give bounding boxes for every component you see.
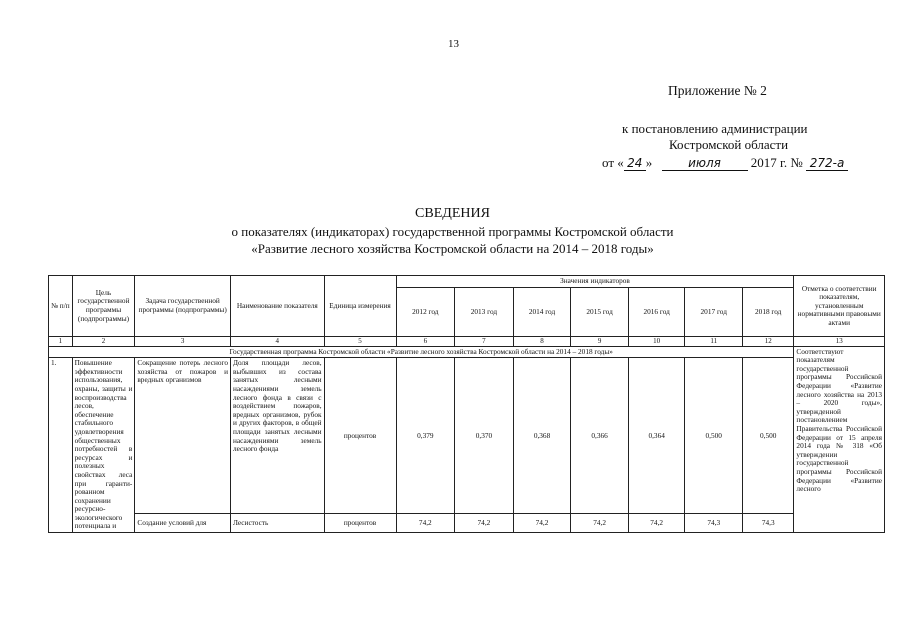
decree-line-1: к постановлению администрации (622, 121, 808, 136)
value-cell: 74,3 (743, 514, 794, 533)
indicator-cell: Доля площади лесов, выбывших из состава занятых лесными насаждениями земель лесного фонда в связи с воздействием пожаров, вредных организмов, рубок и других факторов, в общей площади занятых лесными насаждениями земель лесного фонда (230, 358, 324, 514)
value-cell: 74,2 (571, 514, 629, 533)
header-year: 2018 год (743, 288, 794, 337)
value-cell: 0,379 (396, 358, 455, 514)
header-note: Отметка о соответствии показателям, установленным нормативными правовыми актами (794, 276, 885, 337)
value-cell: 74,2 (513, 514, 571, 533)
header-task: Задача государственной программы (подпрограммы) (135, 276, 231, 337)
column-number: 1 (49, 337, 73, 347)
column-number: 12 (743, 337, 794, 347)
column-number: 9 (571, 337, 629, 347)
row-number: 1. (49, 358, 73, 533)
compliance-note: Соответствуют показателям государственной программы Российской Федерации «Развитие лесного хозяйства на 2013 – 2020 годы», утвержденной постановлением Правительства Российской Федерации от 15 апреля 2014 года № 318 «Об утверждении государственной программы Российской Федерации «Развитие лесного (794, 346, 885, 532)
indicators-table (48, 275, 885, 533)
value-cell: 74,2 (396, 514, 455, 533)
column-number: 7 (455, 337, 514, 347)
column-number: 8 (513, 337, 571, 347)
program-name: «Развитие лесного хозяйства Костромской области на 2014 – 2018 годы» (251, 241, 654, 256)
page-number: 13 (448, 38, 459, 50)
document-heading: СВЕДЕНИЯ (415, 206, 490, 221)
value-cell: 0,500 (685, 358, 743, 514)
column-number: 4 (230, 337, 324, 347)
table-row (49, 358, 885, 514)
header-year: 2013 год (455, 288, 514, 337)
value-cell: 74,3 (685, 514, 743, 533)
header-unit: Единица измерения (324, 276, 396, 337)
decree-quote: » (645, 155, 653, 170)
goal-cell: Повышение эффективности использования, охраны, защиты и воспроизводства лесов, обеспечение стабильного удовлетворения общественных потребностей в ресурсах и полезных свойствах леса при гаранти-рованном сохранении ресурсно-экологического потенциала и (72, 358, 135, 533)
header-values-group: Значения индикаторов (396, 276, 794, 288)
column-number: 11 (685, 337, 743, 347)
column-number: 3 (135, 337, 231, 347)
header-year: 2017 год (685, 288, 743, 337)
value-cell: 74,2 (455, 514, 514, 533)
decree-number: 272-а (806, 157, 848, 171)
value-cell: 0,366 (571, 358, 629, 514)
decree-month: июля (662, 157, 748, 171)
header-indicator: Наименование показателя (230, 276, 324, 337)
header-year: 2015 год (571, 288, 629, 337)
unit-cell: процентов (324, 514, 396, 533)
column-number: 2 (72, 337, 135, 347)
unit-cell: процентов (324, 358, 396, 514)
header-year: 2012 год (396, 288, 455, 337)
value-cell: 0,500 (743, 358, 794, 514)
value-cell: 0,370 (455, 358, 514, 514)
header-num: № п/п (49, 276, 73, 337)
decree-day: 24 (624, 157, 646, 171)
value-cell: 74,2 (628, 514, 685, 533)
task-cell: Создание условий для (135, 514, 231, 533)
document-subtitle: о показателях (индикаторах) государственной программы Костромской области (231, 224, 674, 239)
header-goal: Цель государственной программы (подпрограммы) (72, 276, 135, 337)
decree-from: от « (602, 155, 624, 170)
value-cell: 0,364 (628, 358, 685, 514)
decree-year: 2017 г. № (750, 155, 803, 170)
header-year: 2016 год (628, 288, 685, 337)
decree-line-2: Костромской области (669, 137, 789, 152)
value-cell: 0,368 (513, 358, 571, 514)
header-year: 2014 год (513, 288, 571, 337)
appendix-label: Приложение № 2 (668, 83, 767, 98)
column-number: 10 (628, 337, 685, 347)
task-cell: Сокращение потерь лесного хозяйства от пожаров и вредных организмов (135, 358, 231, 514)
table-row (49, 514, 885, 533)
column-number: 6 (396, 337, 455, 347)
program-title-row: Государственная программа Костромской области «Развитие лесного хозяйства Костромской области на 2014 – 2018 годы» (49, 346, 794, 358)
indicator-cell: Лесистость (230, 514, 324, 533)
column-number: 5 (324, 337, 396, 347)
column-number: 13 (794, 337, 885, 347)
decree-date-line (602, 155, 848, 171)
